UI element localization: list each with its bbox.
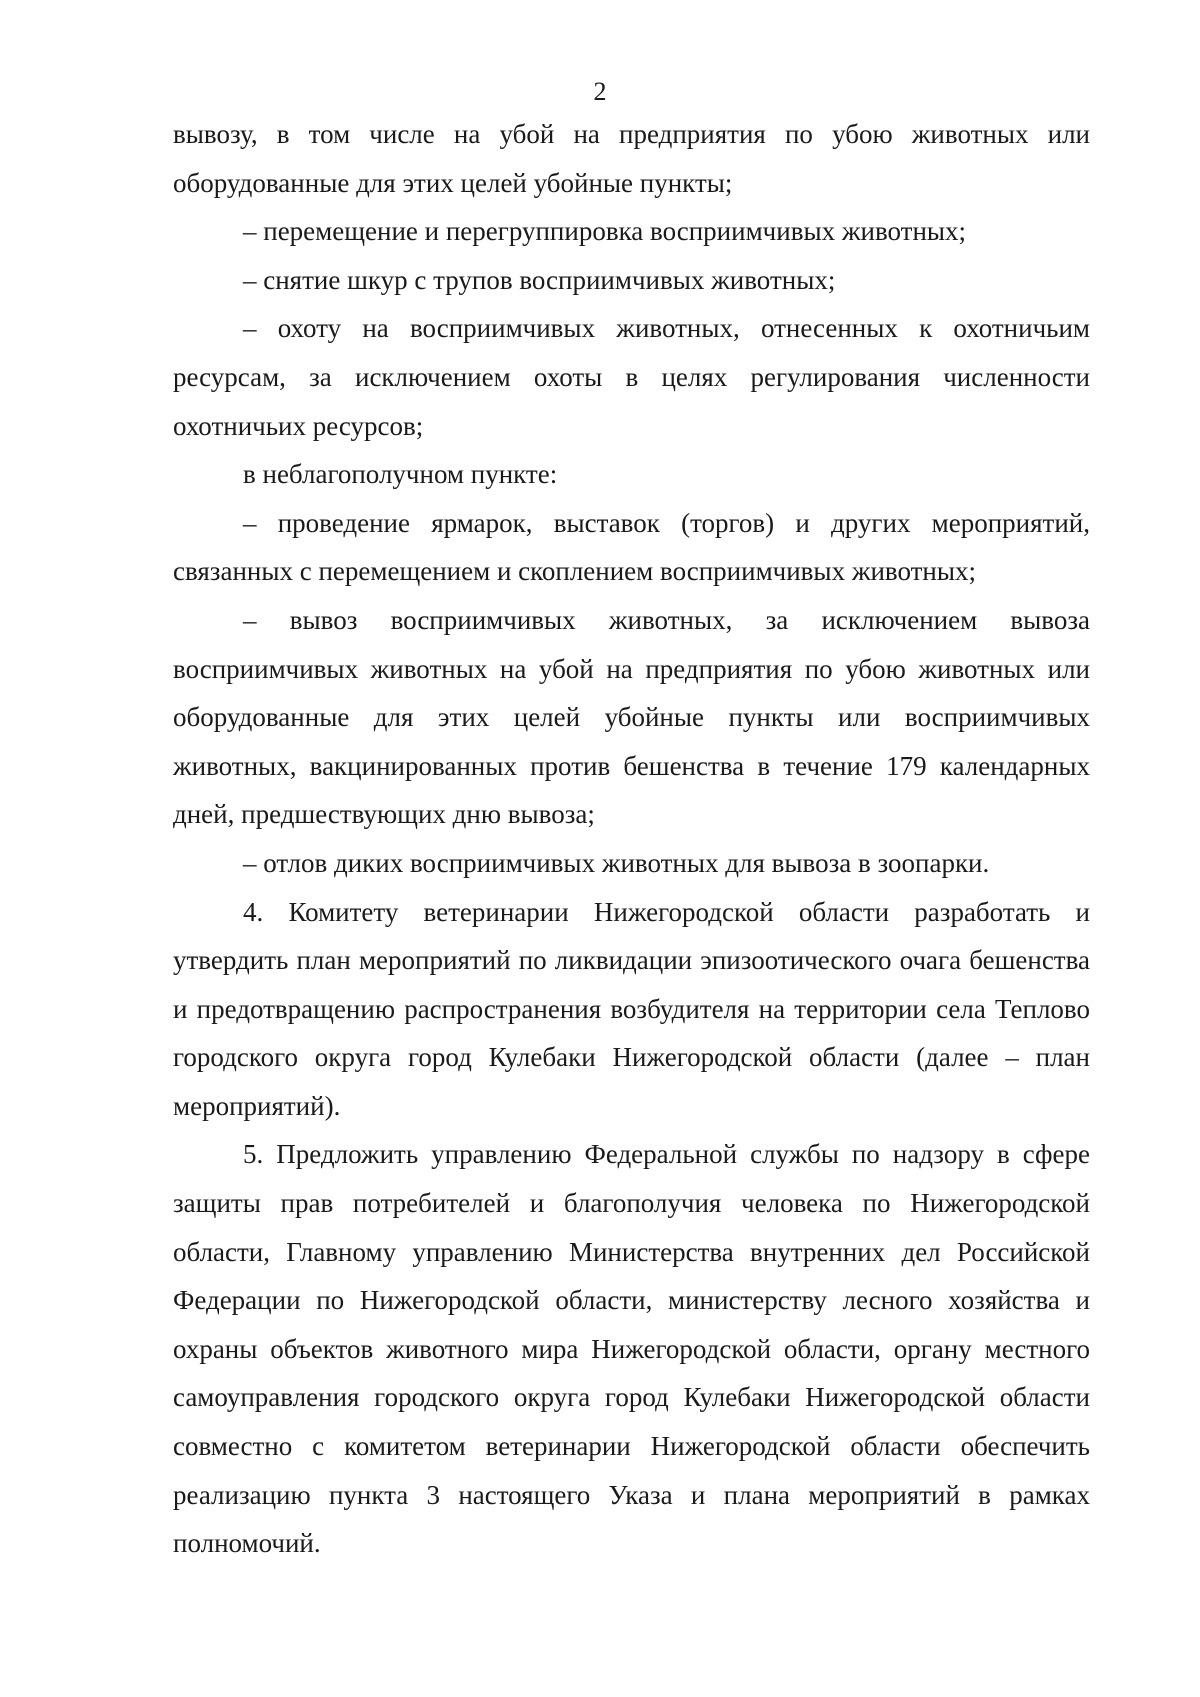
paragraph-restriction-movement: – перемещение и перегруппировка восприимчивых животных; [243, 216, 967, 247]
paragraph-item-5: 5. Предложить управлению Федеральной службы по надзору в сфере защиты прав потребителей и благополучия человека по Нижегородской области, Главному управлению Министерства внутренних дел Российской Федерации по Нижегородской области, министерству лесного хозяйства и охраны объектов животного мира Нижегородской области, органу местного самоуправления городского округа город Кулебаки Нижегородской области совместно с комитетом ветеринарии Нижегородской области обеспечить реализацию пункта 3 настоящего Указа и плана мероприятий в рамках полномочий. [173, 1139, 1090, 1559]
page-number: 2 [593, 77, 607, 106]
document-body [173, 110, 1090, 1568]
paragraph-restriction-hunting: – охоту на восприимчивых животных, отнесенных к охотничьим ресурсам, за исключением охоты в целях регулирования численности охотничьих ресурсов; [173, 313, 1090, 441]
paragraph-continuation: вывозу, в том числе на убой на предприятия по убою животных или оборудованные для этих целей убойные пункты; [173, 119, 1090, 198]
paragraph-restriction-skinning: – снятие шкур с трупов восприимчивых животных; [243, 264, 836, 295]
paragraph-restriction-capture: – отлов диких восприимчивых животных для вывоза в зоопарки. [243, 847, 990, 878]
paragraph-item-4: 4. Комитету ветеринарии Нижегородской области разработать и утвердить план мероприятий по ликвидации эпизоотического очага бешенства и предотвращению распространения возбудителя на территории села Теплово городского округа город Кулебаки Нижегородской области (далее – план мероприятий). [173, 896, 1090, 1121]
paragraph-restriction-fairs: – проведение ярмарок, выставок (торгов) и других мероприятий, связанных с перемещением и скоплением восприимчивых животных; [173, 507, 1090, 587]
paragraph-affected-point-heading: в неблагополучном пункте: [243, 459, 558, 490]
paragraph-restriction-export: – вывоз восприимчивых животных, за исключением вывоза восприимчивых животных на убой на предприятия по убою животных или оборудованные для этих целей убойные пункты или восприимчивых животных, вакцинированных против бешенства в течение 179 календарных дней, предшествующих дню вывоза; [173, 604, 1090, 830]
